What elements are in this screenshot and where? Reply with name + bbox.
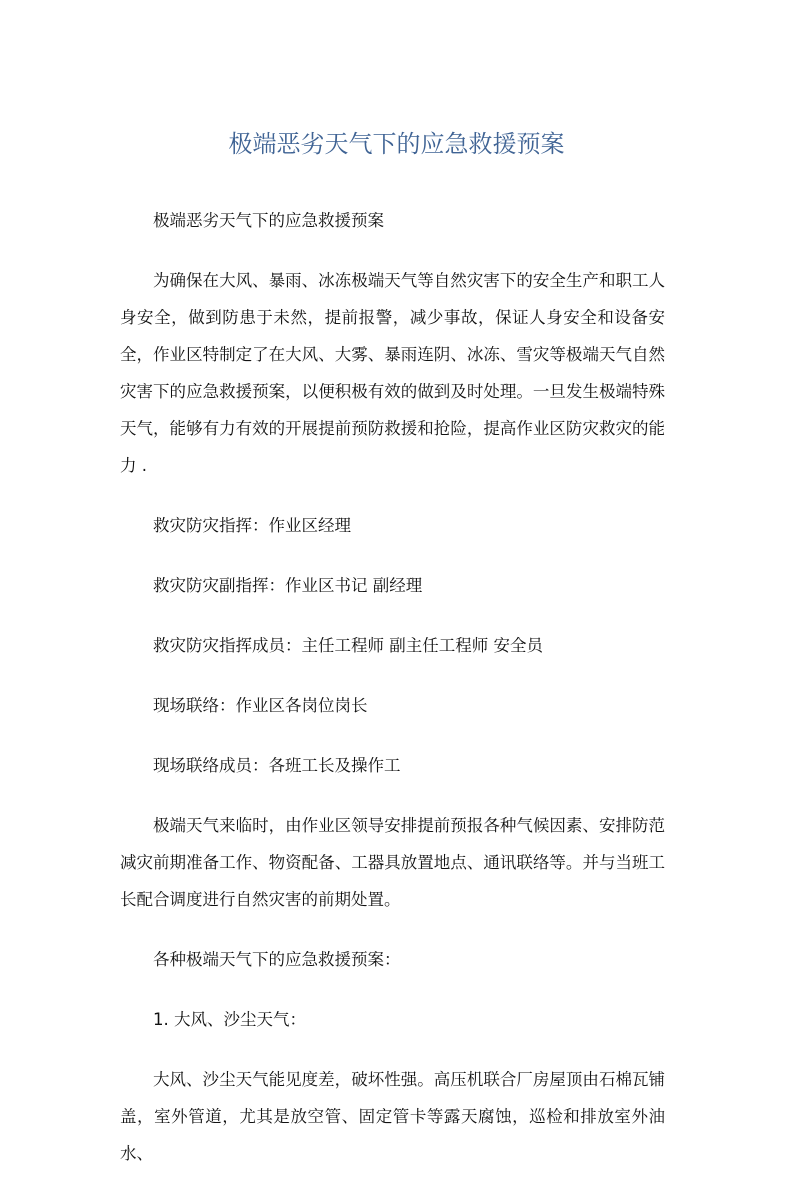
procedure-paragraph: 极端天气来临时，由作业区领导安排提前预报各种气候因素、安排防范减灾前期准备工作、物资配备、工器具放置地点、通讯联络等。并与当班工长配合调度进行自然灾害的前期处置。 xyxy=(120,816,665,909)
command-members-line: 救灾防灾指挥成员：主任工程师 副主任工程师 安全员 xyxy=(153,636,543,655)
section-1-paragraph: 大风、沙尘天气能见度差，破坏性强。高压机联合厂房屋顶由石棉瓦铺盖，室外管道，尤其是放空管、固定管卡等露天腐蚀，巡检和排放室外油水、 xyxy=(120,1070,665,1163)
intro-paragraph: 为确保在大风、暴雨、冰冻极端天气等自然灾害下的安全生产和职工人身安全，做到防患于未然，提前报警，减少事故，保证人身安全和设备安全，作业区特制定了在大风、大雾、暴雨连阴、冰冻、雪灾等极端天气自然灾害下的应急救援预案，以便积极有效的做到及时处理。一旦发生极端特殊天气，能够有力有效的开展提前预防救援和抢险，提高作业区防灾救灾的能力 . xyxy=(120,271,665,475)
commander-line: 救灾防灾指挥：作业区经理 xyxy=(153,516,351,535)
plans-heading: 各种极端天气下的应急救援预案： xyxy=(153,950,401,969)
section-1-heading: 1. 大风、沙尘天气： xyxy=(153,1010,306,1029)
deputy-commander-line: 救灾防灾副指挥：作业区书记 副经理 xyxy=(153,576,423,595)
document-body xyxy=(120,202,665,1195)
document-title: 极端恶劣天气下的应急救援预案 xyxy=(228,130,565,158)
subtitle-paragraph: 极端恶劣天气下的应急救援预案 xyxy=(153,211,384,230)
site-liaison-line: 现场联络：作业区各岗位岗长 xyxy=(153,696,368,715)
liaison-members-line: 现场联络成员：各班工长及操作工 xyxy=(153,756,401,775)
